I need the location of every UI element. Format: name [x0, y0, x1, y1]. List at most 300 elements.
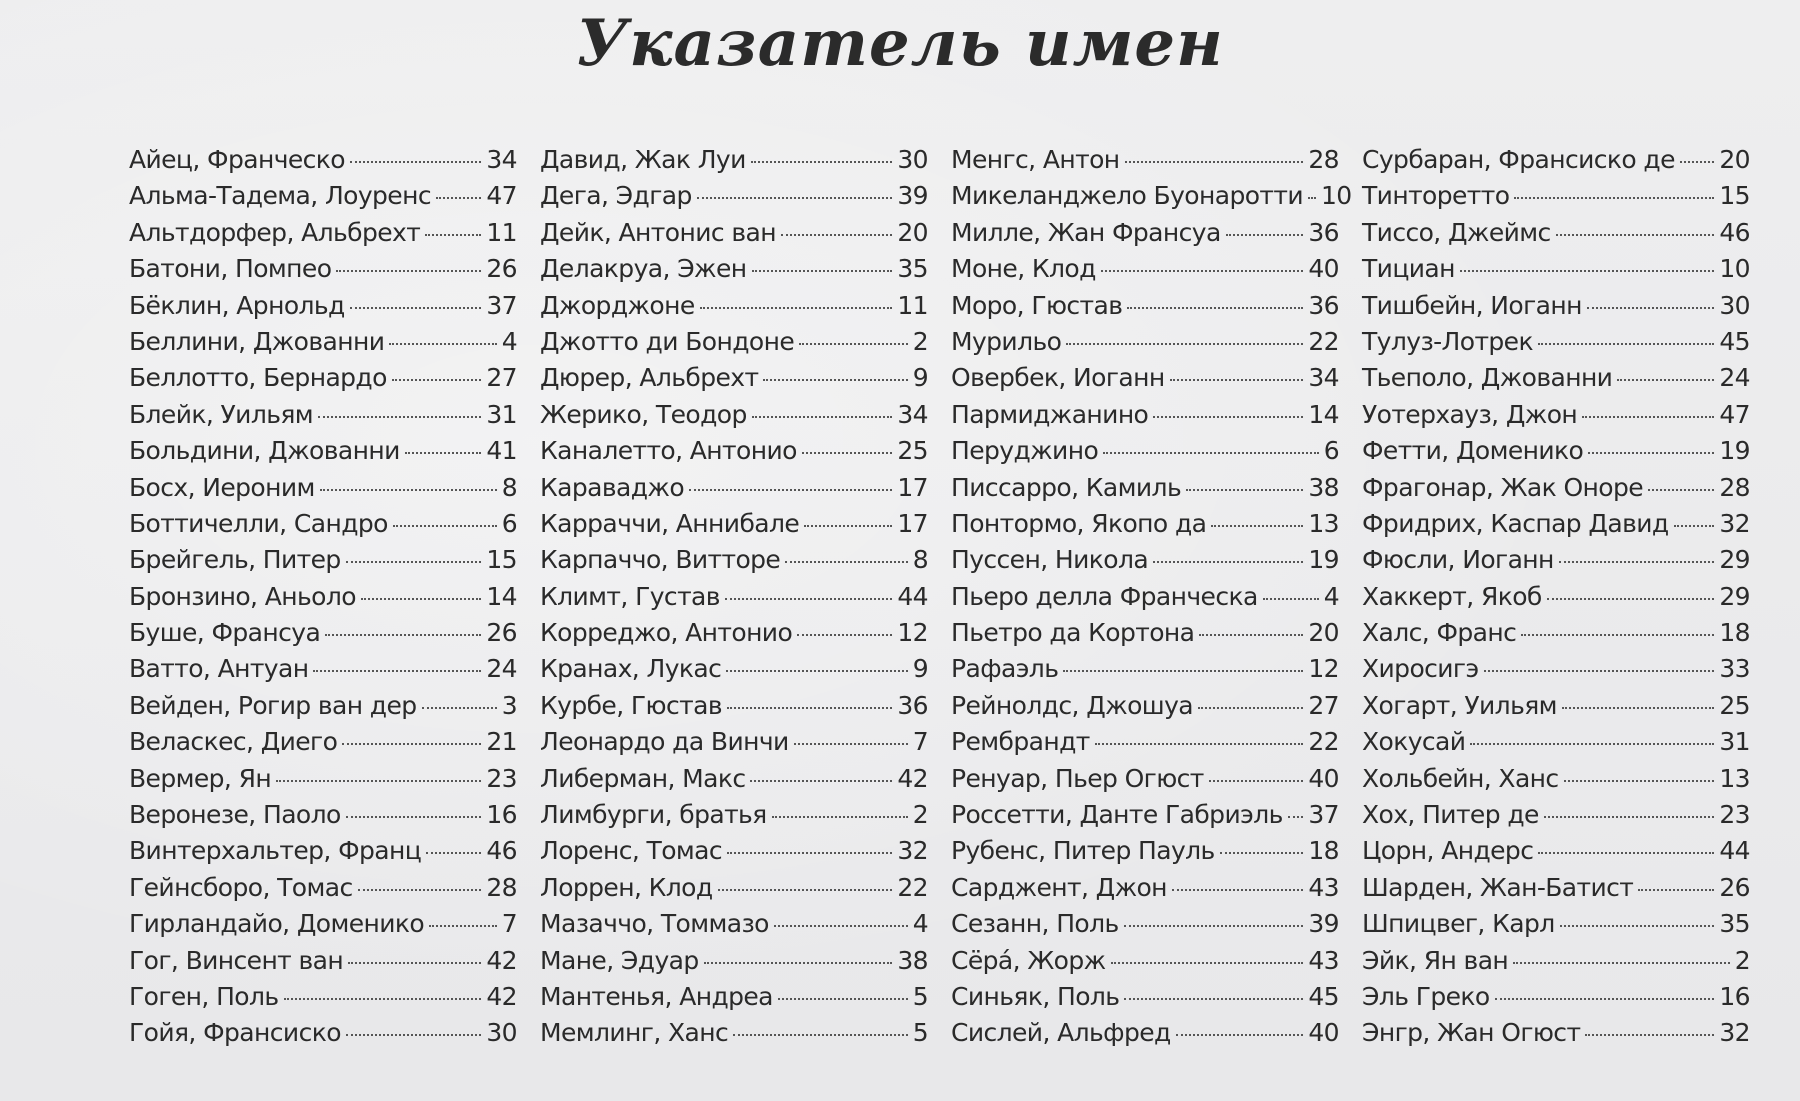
dot-leader	[704, 962, 893, 964]
index-entry	[951, 906, 1339, 942]
page-number: 17	[897, 508, 928, 538]
index-entry	[951, 433, 1339, 469]
artist-name: Перуджино	[951, 436, 1099, 466]
artist-name: Климт, Густав	[540, 581, 720, 611]
index-entry	[129, 651, 517, 687]
artist-name: Шарден, Жан-Батист	[1362, 872, 1634, 902]
artist-name: Джорджоне	[540, 290, 695, 320]
page-number: 14	[1308, 399, 1339, 429]
artist-name: Хогарт, Уильям	[1362, 690, 1557, 720]
page-number: 20	[1719, 145, 1750, 174]
dot-leader	[1124, 998, 1303, 1000]
dot-leader	[350, 307, 482, 309]
dot-leader	[1172, 889, 1303, 891]
artist-name: Тулуз-Лотрек	[1362, 326, 1533, 356]
artist-name: Тишбейн, Иоганн	[1362, 290, 1582, 320]
index-entry	[540, 579, 928, 615]
dot-leader	[1308, 197, 1316, 199]
artist-name: Винтерхальтер, Франц	[129, 836, 422, 866]
artist-name: Сурбаран, Франсиско де	[1362, 145, 1675, 174]
artist-name: Вейден, Рогир ван дер	[129, 690, 417, 720]
artist-name: Либерман, Макс	[540, 763, 746, 793]
page-number: 28	[1719, 472, 1750, 502]
index-column	[129, 142, 517, 1052]
artist-name: Жерико, Теодор	[540, 399, 747, 429]
index-entry	[1362, 797, 1750, 833]
index-entry	[1362, 1015, 1750, 1051]
artist-name: Бронзино, Аньоло	[129, 581, 356, 611]
index-entry	[129, 433, 517, 469]
index-entry	[129, 360, 517, 396]
dot-leader	[1564, 780, 1715, 782]
dot-leader	[725, 598, 892, 600]
page-number: 10	[1719, 254, 1750, 284]
artist-name: Курбе, Гюстав	[540, 690, 722, 720]
page-number: 18	[1308, 836, 1339, 866]
page-number: 12	[897, 618, 928, 648]
dot-leader	[733, 1034, 908, 1036]
dot-leader	[1588, 452, 1714, 454]
index-entry	[1362, 215, 1750, 251]
dot-leader	[1063, 670, 1303, 672]
page-number: 16	[1719, 981, 1750, 1011]
page-number: 37	[486, 290, 517, 320]
dot-leader	[1101, 270, 1304, 272]
artist-name: Шпицвег, Карл	[1362, 909, 1555, 939]
artist-name: Мазаччо, Томмазо	[540, 909, 769, 939]
index-entry	[129, 470, 517, 506]
index-entry	[540, 833, 928, 869]
index-entry	[540, 142, 928, 178]
artist-name: Хокусай	[1362, 727, 1466, 757]
page-number: 28	[1308, 145, 1339, 174]
artist-name: Синьяк, Поль	[951, 981, 1120, 1011]
page-number: 2	[1734, 945, 1750, 975]
artist-name: Дюрер, Альбрехт	[540, 363, 759, 393]
dot-leader	[346, 816, 482, 818]
index-entry	[540, 470, 928, 506]
artist-name: Милле, Жан Франсуа	[951, 217, 1221, 247]
dot-leader	[425, 234, 481, 236]
dot-leader	[1495, 998, 1715, 1000]
page-number: 2	[912, 326, 928, 356]
artist-name: Карпаччо, Витторе	[540, 545, 781, 575]
page-number: 31	[486, 399, 517, 429]
index-entry	[540, 651, 928, 687]
page-number: 29	[1719, 545, 1750, 575]
dot-leader	[389, 343, 496, 345]
page-number: 6	[501, 508, 517, 538]
dot-leader	[727, 707, 892, 709]
dot-leader	[1560, 925, 1715, 927]
page-number: 3	[501, 690, 517, 720]
artist-name: Рембрандт	[951, 727, 1090, 757]
index-entry	[540, 1015, 928, 1051]
dot-leader	[1226, 234, 1304, 236]
dot-leader	[1556, 234, 1715, 236]
index-entry	[951, 870, 1339, 906]
index-entry	[129, 397, 517, 433]
dot-leader	[1538, 343, 1714, 345]
artist-name: Энгр, Жан Огюст	[1362, 1018, 1581, 1048]
dot-leader	[689, 489, 892, 491]
page-number: 34	[1308, 363, 1339, 393]
index-entry	[1362, 651, 1750, 687]
dot-leader	[318, 416, 481, 418]
artist-name: Моро, Гюстав	[951, 290, 1123, 320]
artist-name: Блейк, Уильям	[129, 399, 314, 429]
dot-leader	[1582, 416, 1714, 418]
index-entry	[540, 542, 928, 578]
page-number: 42	[486, 945, 517, 975]
page-number: 22	[897, 872, 928, 902]
dot-leader	[1209, 780, 1304, 782]
page-number: 6	[1323, 436, 1339, 466]
page-number: 23	[486, 763, 517, 793]
artist-name: Лоррен, Клод	[540, 872, 713, 902]
artist-name: Сёра́, Жорж	[951, 945, 1106, 975]
artist-name: Сарджент, Джон	[951, 872, 1167, 902]
page-number: 7	[501, 909, 517, 939]
dot-leader	[342, 743, 481, 745]
dot-leader	[1562, 707, 1714, 709]
page-number: 47	[486, 181, 517, 211]
page-number: 42	[897, 763, 928, 793]
index-entry	[951, 397, 1339, 433]
artist-name: Больдини, Джованни	[129, 436, 400, 466]
dot-leader	[320, 489, 497, 491]
index-entry	[1362, 906, 1750, 942]
artist-name: Беллотто, Бернардо	[129, 363, 387, 393]
artist-name: Хольбейн, Ханс	[1362, 763, 1559, 793]
page-number: 11	[486, 217, 517, 247]
dot-leader	[1095, 743, 1304, 745]
name-index	[129, 142, 1750, 1052]
page-number: 34	[486, 145, 517, 174]
dot-leader	[429, 925, 497, 927]
artist-name: Ренуар, Пьер Огюст	[951, 763, 1204, 793]
page-number: 33	[1719, 654, 1750, 684]
index-entry	[951, 833, 1339, 869]
artist-name: Гоген, Поль	[129, 981, 279, 1011]
index-entry	[129, 943, 517, 979]
index-entry	[1362, 761, 1750, 797]
index-entry	[1362, 542, 1750, 578]
index-entry	[951, 615, 1339, 651]
index-entry	[1362, 979, 1750, 1015]
page-number: 11	[897, 290, 928, 320]
artist-name: Гейнсборо, Томас	[129, 872, 353, 902]
dot-leader	[1125, 161, 1304, 163]
dot-leader	[1263, 598, 1319, 600]
artist-name: Караваджо	[540, 472, 685, 502]
index-entry	[129, 615, 517, 651]
index-entry	[129, 215, 517, 251]
page-number: 32	[1719, 508, 1750, 538]
page-number: 24	[486, 654, 517, 684]
artist-name: Цорн, Андерс	[1362, 836, 1534, 866]
dot-leader	[778, 998, 908, 1000]
dot-leader	[804, 525, 892, 527]
dot-leader	[1124, 925, 1304, 927]
artist-name: Пьеро делла Франческа	[951, 581, 1258, 611]
page-number: 45	[1719, 326, 1750, 356]
page-number: 47	[1719, 399, 1750, 429]
dot-leader	[1153, 561, 1303, 563]
page-number: 24	[1719, 363, 1750, 393]
dot-leader	[284, 998, 482, 1000]
index-entry	[951, 470, 1339, 506]
artist-name: Веласкес, Диего	[129, 727, 338, 757]
page-number: 8	[912, 545, 928, 575]
index-entry	[951, 979, 1339, 1015]
dot-leader	[1103, 452, 1319, 454]
artist-name: Моне, Клод	[951, 254, 1096, 284]
dot-leader	[726, 670, 907, 672]
index-entry	[540, 761, 928, 797]
index-entry	[129, 142, 517, 178]
artist-name: Альтдорфер, Альбрехт	[129, 217, 421, 247]
artist-name: Тиссо, Джеймс	[1362, 217, 1551, 247]
page-number: 40	[1308, 254, 1339, 284]
index-entry	[540, 688, 928, 724]
page-number: 30	[486, 1018, 517, 1048]
index-entry	[129, 724, 517, 760]
artist-name: Дега, Эдгар	[540, 181, 692, 211]
dot-leader	[1547, 598, 1715, 600]
artist-name: Босх, Иероним	[129, 472, 315, 502]
dot-leader	[436, 197, 481, 199]
index-entry	[129, 506, 517, 542]
page-number: 40	[1308, 763, 1339, 793]
index-entry	[129, 579, 517, 615]
index-entry	[951, 324, 1339, 360]
index-entry	[540, 288, 928, 324]
artist-name: Лоренс, Томас	[540, 836, 723, 866]
artist-name: Понтормо, Якопо да	[951, 508, 1207, 538]
page-number: 41	[486, 436, 517, 466]
page-number: 15	[1719, 181, 1750, 211]
index-entry	[951, 943, 1339, 979]
dot-leader	[799, 343, 908, 345]
index-entry	[951, 724, 1339, 760]
page-number: 36	[1308, 217, 1339, 247]
page-number: 19	[1719, 436, 1750, 466]
index-column	[951, 142, 1352, 1052]
artist-name: Микеланджело Буонаротти	[951, 181, 1303, 211]
dot-leader	[1617, 379, 1714, 381]
page-number: 9	[912, 363, 928, 393]
dot-leader	[426, 852, 481, 854]
dot-leader	[393, 525, 497, 527]
dot-leader	[1638, 889, 1714, 891]
page-number: 19	[1308, 545, 1339, 575]
page-number: 36	[1308, 290, 1339, 320]
index-entry	[129, 688, 517, 724]
page-number: 21	[486, 727, 517, 757]
index-entry	[540, 797, 928, 833]
page-number: 46	[1719, 217, 1750, 247]
dot-leader	[700, 307, 893, 309]
index-entry	[1362, 360, 1750, 396]
index-entry	[129, 833, 517, 869]
artist-name: Айец, Франческо	[129, 145, 345, 174]
page-number: 26	[486, 618, 517, 648]
artist-name: Альма-Тадема, Лоуренс	[129, 181, 431, 211]
index-entry	[951, 579, 1339, 615]
artist-name: Брейгель, Питер	[129, 545, 341, 575]
artist-name: Карраччи, Аннибале	[540, 508, 800, 538]
page-number: 27	[486, 363, 517, 393]
page-number: 35	[1719, 909, 1750, 939]
page-number: 8	[501, 472, 517, 502]
index-entry	[1362, 943, 1750, 979]
index-entry	[1362, 870, 1750, 906]
index-entry	[129, 251, 517, 287]
dot-leader	[763, 379, 907, 381]
index-entry	[129, 324, 517, 360]
index-entry	[129, 979, 517, 1015]
artist-name: Фюсли, Иоганн	[1362, 545, 1554, 575]
index-entry	[951, 506, 1339, 542]
page-title: Указатель имен	[576, 6, 1224, 81]
artist-name: Пармиджанино	[951, 399, 1149, 429]
page-number: 40	[1308, 1018, 1339, 1048]
dot-leader	[1674, 525, 1715, 527]
page-number: 38	[1308, 472, 1339, 502]
dot-leader	[1648, 489, 1714, 491]
page-number: 25	[1719, 690, 1750, 720]
artist-name: Тинторетто	[1362, 181, 1510, 211]
dot-leader	[348, 962, 481, 964]
page-number: 18	[1719, 618, 1750, 648]
page-number: 26	[1719, 872, 1750, 902]
artist-name: Халс, Франс	[1362, 618, 1517, 648]
index-entry	[129, 288, 517, 324]
page-number: 12	[1308, 654, 1339, 684]
dot-leader	[1211, 525, 1303, 527]
index-entry	[1362, 506, 1750, 542]
dot-leader	[1470, 743, 1714, 745]
index-entry	[1362, 142, 1750, 178]
artist-name: Веронезе, Паоло	[129, 800, 341, 830]
dot-leader	[1538, 852, 1714, 854]
index-entry	[1362, 397, 1750, 433]
page-number: 4	[501, 326, 517, 356]
dot-leader	[1111, 962, 1304, 964]
dot-leader	[797, 634, 892, 636]
artist-name: Хох, Питер де	[1362, 800, 1539, 830]
index-entry	[540, 251, 928, 287]
index-entry	[540, 360, 928, 396]
index-entry	[951, 142, 1339, 178]
page-number: 30	[897, 145, 928, 174]
artist-name: Гойя, Франсиско	[129, 1018, 341, 1048]
index-entry	[540, 215, 928, 251]
dot-leader	[751, 161, 893, 163]
index-entry	[540, 943, 928, 979]
page-number: 28	[486, 872, 517, 902]
index-entry	[951, 688, 1339, 724]
artist-name: Мане, Эдуар	[540, 945, 699, 975]
page-number: 32	[1719, 1018, 1750, 1048]
artist-name: Рубенс, Питер Пауль	[951, 836, 1215, 866]
index-entry	[540, 433, 928, 469]
page-number: 9	[912, 654, 928, 684]
index-entry	[540, 397, 928, 433]
artist-name: Бёклин, Арнольд	[129, 290, 345, 320]
artist-name: Корреджо, Антонио	[540, 618, 793, 648]
index-entry	[129, 870, 517, 906]
index-entry	[129, 542, 517, 578]
artist-name: Сислей, Альфред	[951, 1018, 1171, 1048]
dot-leader	[1587, 307, 1715, 309]
page-number: 20	[897, 217, 928, 247]
dot-leader	[1220, 852, 1304, 854]
index-entry	[951, 288, 1339, 324]
dot-leader	[1559, 561, 1715, 563]
page-number: 31	[1719, 727, 1750, 757]
dot-leader	[752, 416, 893, 418]
index-entry	[951, 215, 1339, 251]
index-entry	[951, 761, 1339, 797]
artist-name: Хаккерт, Якоб	[1362, 581, 1542, 611]
artist-name: Тьеполо, Джованни	[1362, 363, 1613, 393]
dot-leader	[405, 452, 482, 454]
page-number: 44	[1719, 836, 1750, 866]
page-number: 30	[1719, 290, 1750, 320]
dot-leader	[392, 379, 482, 381]
page-number: 43	[1308, 945, 1339, 975]
dot-leader	[785, 561, 907, 563]
index-entry	[1362, 324, 1750, 360]
artist-name: Фетти, Доменико	[1362, 436, 1584, 466]
index-entry	[951, 251, 1339, 287]
artist-name: Фридрих, Каспар Давид	[1362, 508, 1669, 538]
artist-name: Хиросигэ	[1362, 654, 1479, 684]
page-number: 22	[1308, 326, 1339, 356]
artist-name: Менгс, Антон	[951, 145, 1120, 174]
index-entry	[951, 360, 1339, 396]
page-number: 15	[486, 545, 517, 575]
artist-name: Пуссен, Никола	[951, 545, 1149, 575]
page-number: 26	[486, 254, 517, 284]
dot-leader	[1585, 1034, 1714, 1036]
index-entry	[1362, 615, 1750, 651]
page-number: 39	[897, 181, 928, 211]
index-entry	[129, 761, 517, 797]
index-column	[540, 142, 928, 1052]
page-number: 22	[1308, 727, 1339, 757]
dot-leader	[750, 780, 892, 782]
dot-leader	[1198, 707, 1303, 709]
page-number: 44	[897, 581, 928, 611]
dot-leader	[1484, 670, 1715, 672]
artist-name: Кранах, Лукас	[540, 654, 722, 684]
index-entry	[129, 797, 517, 833]
artist-name: Писсарро, Камиль	[951, 472, 1182, 502]
index-entry	[1362, 688, 1750, 724]
artist-name: Мурильо	[951, 326, 1062, 356]
page-number: 32	[897, 836, 928, 866]
index-entry	[540, 724, 928, 760]
page-number: 2	[912, 800, 928, 830]
artist-name: Сезанн, Поль	[951, 909, 1119, 939]
artist-name: Джотто ди Бондоне	[540, 326, 795, 356]
dot-leader	[1521, 634, 1714, 636]
artist-name: Беллини, Джованни	[129, 326, 385, 356]
dot-leader	[276, 780, 481, 782]
